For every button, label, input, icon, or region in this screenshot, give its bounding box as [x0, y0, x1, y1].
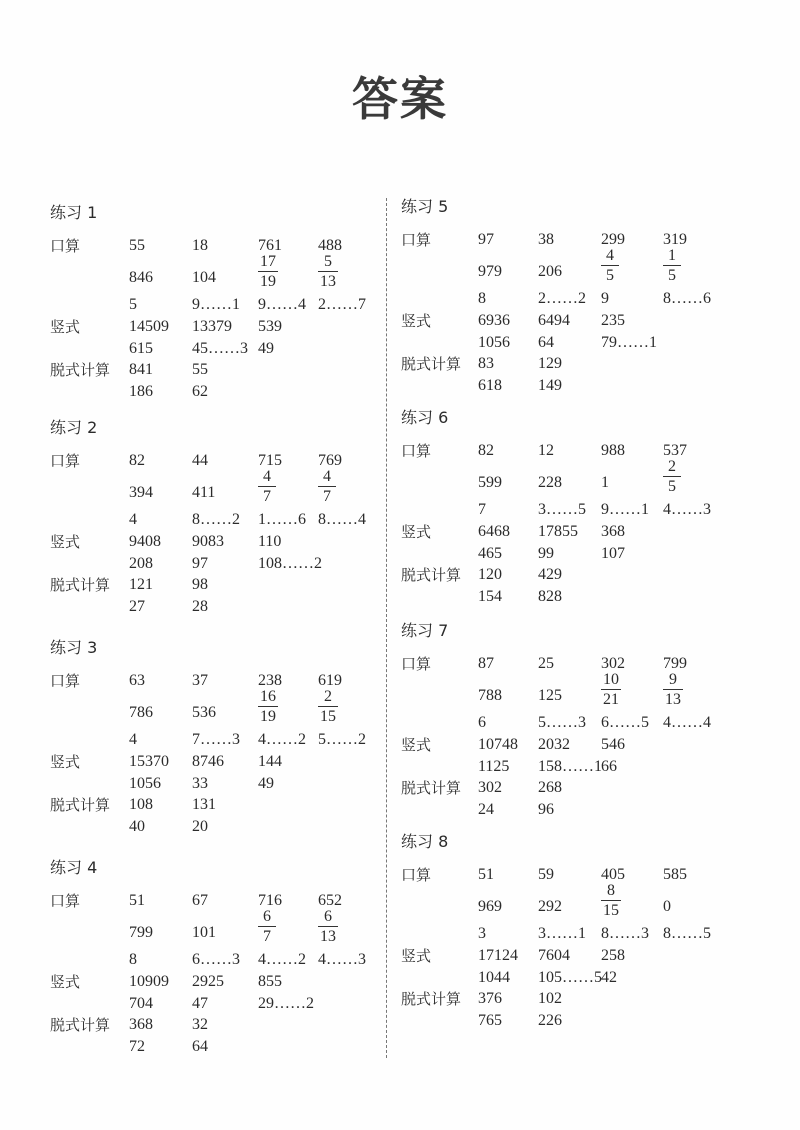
answer-value: 42	[601, 969, 617, 986]
answer-value: 67	[192, 892, 208, 909]
answer-value: 704	[129, 995, 153, 1012]
answer-value: 537	[663, 442, 687, 459]
fraction	[318, 688, 338, 725]
answer-value: 8……5	[663, 925, 711, 942]
answer-value: 108	[129, 796, 153, 813]
answer-value: 2……7	[318, 296, 366, 313]
answer-value: 55	[192, 361, 208, 378]
answer-value: 208	[129, 555, 153, 572]
label-tuoshi: 脱式计算	[401, 355, 462, 373]
answer-value: 96	[538, 801, 554, 818]
fraction-bar	[318, 271, 338, 272]
answer-value: 144	[258, 753, 282, 770]
answer-value: 1056	[129, 775, 161, 792]
fraction	[663, 458, 681, 495]
answer-value: 29……2	[258, 995, 314, 1012]
exercise-heading: 练习 2	[50, 418, 98, 437]
answer-value: 64	[538, 334, 554, 351]
label-kousuan: 口算	[401, 655, 432, 673]
answer-value: 536	[192, 704, 216, 721]
answer-value: 786	[129, 704, 153, 721]
answer-value: 51	[129, 892, 145, 909]
answer-value: 539	[258, 318, 282, 335]
fraction-bar	[318, 486, 336, 487]
label-shushi: 竖式	[50, 973, 81, 991]
fraction-denominator: 19	[260, 273, 276, 290]
fraction	[258, 468, 276, 505]
answer-value: 6494	[538, 312, 570, 329]
fraction-numerator: 10	[603, 671, 619, 688]
label-tuoshi: 脱式计算	[50, 576, 111, 594]
fraction-bar	[258, 706, 278, 707]
answer-value: 28	[192, 598, 208, 615]
answer-value: 979	[478, 263, 502, 280]
label-kousuan: 口算	[50, 892, 81, 910]
answer-value: 40	[129, 818, 145, 835]
answer-value: 149	[538, 377, 562, 394]
answer-value: 47	[192, 995, 208, 1012]
exercise-section	[50, 203, 430, 400]
answer-value: 27	[129, 598, 145, 615]
answer-value: 4……2	[258, 951, 306, 968]
answer-value: 158……1	[538, 758, 602, 775]
answer-value: 63	[129, 672, 145, 689]
answer-value: 7……3	[192, 731, 240, 748]
label-tuoshi: 脱式计算	[401, 566, 462, 584]
answer-value: 5……2	[318, 731, 366, 748]
fraction-denominator: 21	[603, 691, 619, 708]
fraction-denominator: 7	[263, 928, 271, 945]
answer-value: 969	[478, 898, 502, 915]
fraction-denominator: 15	[603, 902, 619, 919]
answer-value: 45……3	[192, 340, 248, 357]
answer-value: 6936	[478, 312, 510, 329]
answer-value: 83	[478, 355, 494, 372]
answer-value: 121	[129, 576, 153, 593]
answer-value: 411	[192, 484, 216, 501]
answer-value: 15370	[129, 753, 169, 770]
fraction	[663, 247, 681, 284]
label-shushi: 竖式	[401, 523, 432, 541]
answer-value: 59	[538, 866, 554, 883]
label-shushi: 竖式	[50, 753, 81, 771]
answer-value: 652	[318, 892, 342, 909]
fraction-numerator: 6	[263, 908, 271, 925]
fraction-numerator: 5	[324, 253, 332, 270]
answer-value: 465	[478, 545, 502, 562]
answer-value: 788	[478, 687, 502, 704]
answer-value: 66	[601, 758, 617, 775]
answer-value: 51	[478, 866, 494, 883]
fraction-denominator: 5	[668, 478, 676, 495]
label-kousuan: 口算	[401, 231, 432, 249]
answer-value: 799	[129, 924, 153, 941]
fraction-denominator: 5	[606, 267, 614, 284]
answer-value: 599	[478, 474, 502, 491]
answer-value: 716	[258, 892, 282, 909]
answer-value: 0	[663, 898, 671, 915]
answer-value: 49	[258, 340, 274, 357]
fraction-denominator: 13	[320, 928, 336, 945]
answer-value: 110	[258, 533, 282, 550]
label-shushi: 竖式	[401, 736, 432, 754]
label-kousuan: 口算	[401, 442, 432, 460]
fraction-denominator: 13	[320, 273, 336, 290]
answer-value: 2032	[538, 736, 570, 753]
fraction	[258, 253, 278, 290]
exercise-section	[50, 638, 430, 835]
exercise-heading: 练习 1	[50, 203, 98, 222]
fraction-numerator: 17	[260, 253, 276, 270]
exercise-section	[401, 408, 781, 605]
column-divider	[386, 198, 387, 1058]
answer-value: 765	[478, 1012, 502, 1029]
fraction	[663, 671, 683, 708]
answer-value: 8	[478, 290, 486, 307]
answer-value: 13379	[192, 318, 232, 335]
label-shushi: 竖式	[50, 318, 81, 336]
fraction-denominator: 19	[260, 708, 276, 725]
answer-value: 87	[478, 655, 494, 672]
answer-value: 62	[192, 383, 208, 400]
answer-value: 238	[258, 672, 282, 689]
fraction	[318, 908, 338, 945]
exercise-heading: 练习 5	[401, 197, 449, 216]
answer-value: 108……2	[258, 555, 322, 572]
answer-value: 988	[601, 442, 625, 459]
answer-value: 49	[258, 775, 274, 792]
fraction-numerator: 4	[263, 468, 271, 485]
exercise-section	[50, 418, 430, 615]
fraction-bar	[318, 706, 338, 707]
answer-value: 4……2	[258, 731, 306, 748]
answer-value: 101	[192, 924, 216, 941]
answer-value: 55	[129, 237, 145, 254]
answer-value: 1……6	[258, 511, 306, 528]
answer-value: 4	[129, 511, 137, 528]
answer-value: 846	[129, 269, 153, 286]
answer-value: 82	[478, 442, 494, 459]
answer-value: 6……5	[601, 714, 649, 731]
answer-value: 186	[129, 383, 153, 400]
answer-value: 120	[478, 566, 502, 583]
answer-value: 6……3	[192, 951, 240, 968]
answer-value: 769	[318, 452, 342, 469]
answer-value: 828	[538, 588, 562, 605]
fraction-bar	[601, 900, 621, 901]
answer-value: 97	[478, 231, 494, 248]
answer-value: 841	[129, 361, 153, 378]
fraction-denominator: 5	[668, 267, 676, 284]
answer-value: 2……2	[538, 290, 586, 307]
answer-value: 4……4	[663, 714, 711, 731]
answer-value: 3	[478, 925, 486, 942]
answer-value: 9	[601, 290, 609, 307]
answer-value: 5	[129, 296, 137, 313]
answer-value: 855	[258, 973, 282, 990]
fraction-bar	[663, 265, 681, 266]
answer-value: 292	[538, 898, 562, 915]
label-kousuan: 口算	[50, 237, 81, 255]
answer-value: 9……1	[601, 501, 649, 518]
answer-value: 585	[663, 866, 687, 883]
answer-value: 8……6	[663, 290, 711, 307]
answer-value: 97	[192, 555, 208, 572]
fraction-numerator: 8	[607, 882, 615, 899]
answer-value: 14509	[129, 318, 169, 335]
answer-value: 37	[192, 672, 208, 689]
answer-value: 9……4	[258, 296, 306, 313]
answer-value: 615	[129, 340, 153, 357]
answer-value: 10748	[478, 736, 518, 753]
answer-value: 8746	[192, 753, 224, 770]
answer-value: 8	[129, 951, 137, 968]
label-tuoshi: 脱式计算	[50, 1016, 111, 1034]
answer-value: 268	[538, 779, 562, 796]
exercise-heading: 练习 8	[401, 832, 449, 851]
answer-value: 429	[538, 566, 562, 583]
answer-value: 99	[538, 545, 554, 562]
answer-value: 44	[192, 452, 208, 469]
answer-value: 1125	[478, 758, 510, 775]
answer-value: 546	[601, 736, 625, 753]
answer-value: 3……5	[538, 501, 586, 518]
fraction	[601, 247, 619, 284]
label-shushi: 竖式	[401, 312, 432, 330]
answer-value: 102	[538, 990, 562, 1007]
fraction	[318, 468, 336, 505]
fraction-bar	[258, 486, 276, 487]
answer-value: 376	[478, 990, 502, 1007]
answer-value: 104	[192, 269, 216, 286]
label-kousuan: 口算	[401, 866, 432, 884]
label-shushi: 竖式	[50, 533, 81, 551]
answer-value: 12	[538, 442, 554, 459]
answer-value: 6468	[478, 523, 510, 540]
fraction-denominator: 13	[665, 691, 681, 708]
answer-value: 3……1	[538, 925, 586, 942]
answer-value: 18	[192, 237, 208, 254]
answer-value: 1	[601, 474, 609, 491]
fraction-bar	[601, 265, 619, 266]
answer-value: 7	[478, 501, 486, 518]
exercise-heading: 练习 6	[401, 408, 449, 427]
fraction-bar	[663, 476, 681, 477]
fraction-numerator: 4	[606, 247, 614, 264]
answer-value: 8……2	[192, 511, 240, 528]
answer-value: 2925	[192, 973, 224, 990]
fraction	[258, 688, 278, 725]
fraction-numerator: 16	[260, 688, 276, 705]
answer-value: 125	[538, 687, 562, 704]
answer-value: 299	[601, 231, 625, 248]
answer-value: 8……3	[601, 925, 649, 942]
answer-value: 131	[192, 796, 216, 813]
answer-value: 1044	[478, 969, 510, 986]
exercise-heading: 练习 4	[50, 858, 98, 877]
fraction	[601, 882, 621, 919]
answer-value: 4……3	[318, 951, 366, 968]
answer-value: 405	[601, 866, 625, 883]
answer-value: 9……1	[192, 296, 240, 313]
answer-value: 154	[478, 588, 502, 605]
answer-value: 32	[192, 1016, 208, 1033]
fraction-denominator: 7	[263, 488, 271, 505]
answer-value: 226	[538, 1012, 562, 1029]
label-kousuan: 口算	[50, 452, 81, 470]
answer-value: 9408	[129, 533, 161, 550]
answer-value: 5……3	[538, 714, 586, 731]
answer-value: 129	[538, 355, 562, 372]
answer-value: 17124	[478, 947, 518, 964]
fraction-bar	[601, 689, 621, 690]
fraction-bar	[258, 926, 276, 927]
answer-value: 618	[478, 377, 502, 394]
answer-value: 25	[538, 655, 554, 672]
label-kousuan: 口算	[50, 672, 81, 690]
answer-value: 107	[601, 545, 625, 562]
answer-value: 761	[258, 237, 282, 254]
exercise-section	[50, 858, 430, 1055]
label-tuoshi: 脱式计算	[50, 361, 111, 379]
answer-value: 799	[663, 655, 687, 672]
exercise-heading: 练习 7	[401, 621, 449, 640]
page-title: 答案	[352, 72, 448, 126]
answer-value: 228	[538, 474, 562, 491]
fraction-denominator: 15	[320, 708, 336, 725]
answer-value: 7604	[538, 947, 570, 964]
answer-value: 394	[129, 484, 153, 501]
answer-value: 38	[538, 231, 554, 248]
answer-value: 10909	[129, 973, 169, 990]
answer-value: 6	[478, 714, 486, 731]
answer-value: 17855	[538, 523, 578, 540]
answer-value: 302	[601, 655, 625, 672]
answer-value: 82	[129, 452, 145, 469]
fraction-numerator: 2	[324, 688, 332, 705]
answer-value: 98	[192, 576, 208, 593]
fraction-denominator: 7	[323, 488, 331, 505]
answer-value: 368	[129, 1016, 153, 1033]
answer-value: 302	[478, 779, 502, 796]
fraction-bar	[318, 926, 338, 927]
fraction-numerator: 2	[668, 458, 676, 475]
label-tuoshi: 脱式计算	[401, 779, 462, 797]
answer-value: 235	[601, 312, 625, 329]
answer-value: 105……5	[538, 969, 602, 986]
answer-value: 715	[258, 452, 282, 469]
fraction-numerator: 4	[323, 468, 331, 485]
answer-value: 9083	[192, 533, 224, 550]
fraction-bar	[663, 689, 683, 690]
exercise-heading: 练习 3	[50, 638, 98, 657]
answer-value: 33	[192, 775, 208, 792]
answer-value: 1056	[478, 334, 510, 351]
answer-value: 64	[192, 1038, 208, 1055]
exercise-section	[401, 197, 781, 394]
answer-value: 24	[478, 801, 494, 818]
label-tuoshi: 脱式计算	[50, 796, 111, 814]
fraction-bar	[258, 271, 278, 272]
answer-value: 258	[601, 947, 625, 964]
fraction	[258, 908, 276, 945]
answer-value: 20	[192, 818, 208, 835]
label-tuoshi: 脱式计算	[401, 990, 462, 1008]
answer-value: 72	[129, 1038, 145, 1055]
answer-value: 368	[601, 523, 625, 540]
answer-value: 488	[318, 237, 342, 254]
answer-value: 79……1	[601, 334, 657, 351]
answer-value: 4	[129, 731, 137, 748]
label-shushi: 竖式	[401, 947, 432, 965]
fraction-numerator: 9	[669, 671, 677, 688]
answer-value: 206	[538, 263, 562, 280]
fraction-numerator: 1	[668, 247, 676, 264]
answer-value: 619	[318, 672, 342, 689]
fraction-numerator: 6	[324, 908, 332, 925]
answer-value: 8……4	[318, 511, 366, 528]
answer-value: 4……3	[663, 501, 711, 518]
exercise-section	[401, 621, 781, 818]
fraction	[318, 253, 338, 290]
answer-value: 319	[663, 231, 687, 248]
fraction	[601, 671, 621, 708]
exercise-section	[401, 832, 781, 1029]
